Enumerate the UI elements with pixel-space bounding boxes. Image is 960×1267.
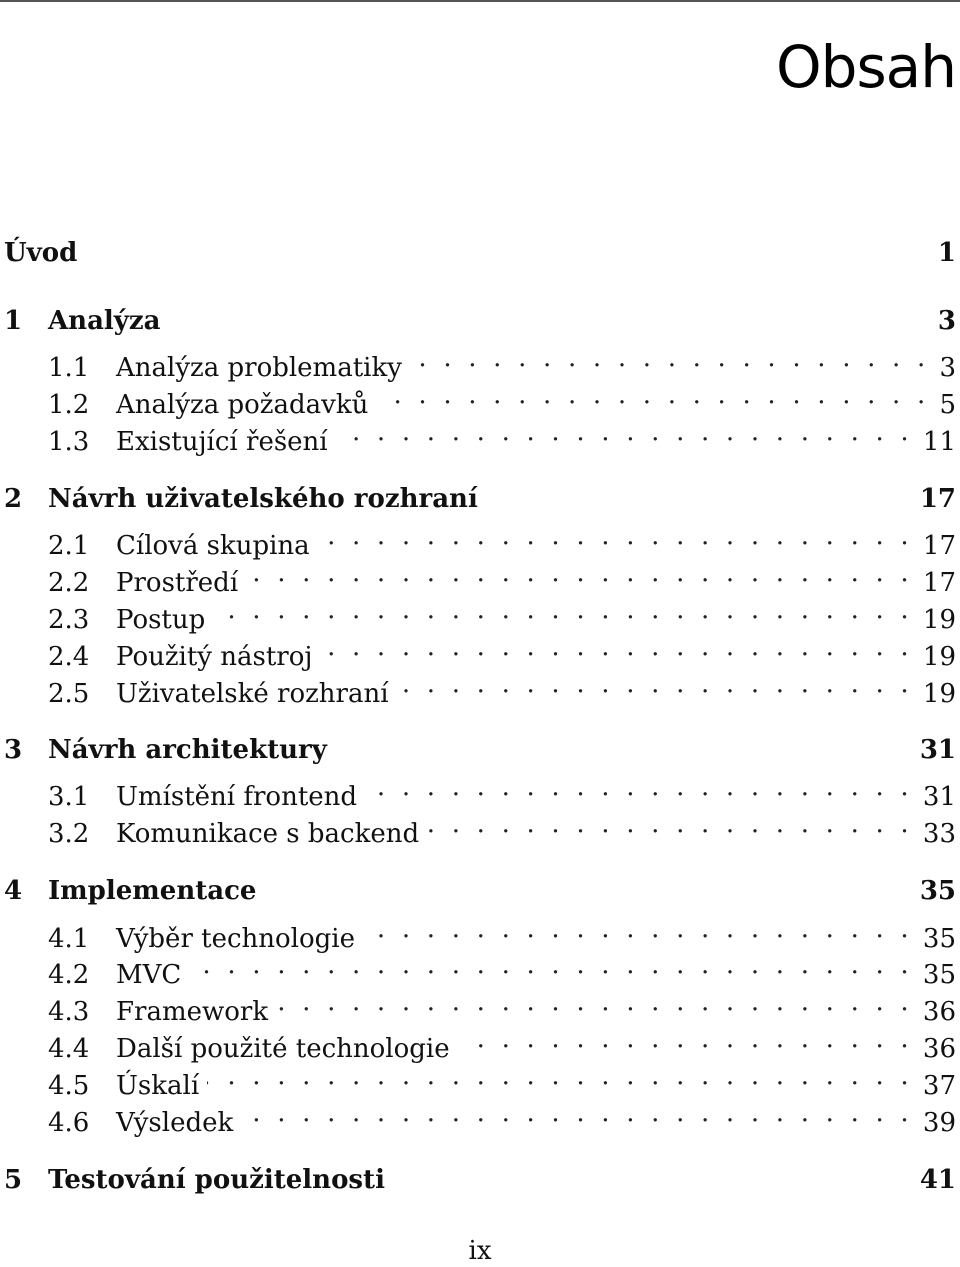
toc-entry-title: MVC xyxy=(116,960,182,990)
dot-leader xyxy=(241,1095,913,1131)
toc-entry-title: Framework xyxy=(116,997,269,1027)
page-title: Obsah xyxy=(776,33,956,101)
toc-page-number: 37 xyxy=(922,1071,956,1101)
toc-section-row[interactable] xyxy=(4,555,956,598)
toc-section-row[interactable] xyxy=(4,592,956,635)
top-rule xyxy=(0,0,960,2)
dot-leader xyxy=(246,555,913,591)
toc-page-number: 31 xyxy=(919,735,956,765)
dot-leader xyxy=(189,947,913,983)
toc-section-row[interactable] xyxy=(4,911,956,954)
toc-entry-number: 1.2 xyxy=(48,390,90,420)
toc-page-number: 35 xyxy=(919,876,956,906)
toc-entry-title: Prostředí xyxy=(116,568,239,598)
toc-entry-number: 2.2 xyxy=(48,568,90,598)
toc-entry-title: Analýza požadavků xyxy=(116,390,369,420)
toc-page-number: 33 xyxy=(922,819,956,849)
toc-entry-number: 4.5 xyxy=(48,1071,90,1101)
toc-entry-title: Testování použitelnosti xyxy=(48,1165,385,1195)
dot-leader xyxy=(410,340,930,376)
toc-entry-number: 2.5 xyxy=(48,679,90,709)
toc-entry-title: Cílová skupina xyxy=(116,531,310,561)
toc-entry-number: 3.1 xyxy=(48,782,90,812)
toc-entry-title: Existující řešení xyxy=(116,427,328,457)
toc-entry-number: 4.4 xyxy=(48,1034,90,1064)
toc-entry-number: 2.4 xyxy=(48,642,90,672)
dot-leader xyxy=(336,414,913,450)
dot-leader xyxy=(427,806,913,842)
toc-page-number: 17 xyxy=(922,531,956,561)
toc-entry-title: Komunikace s backend xyxy=(116,819,420,849)
dot-leader xyxy=(207,1058,913,1094)
toc-page-number: 11 xyxy=(922,427,956,457)
dot-leader xyxy=(363,911,913,947)
toc-entry-title: Úskalí xyxy=(116,1071,200,1101)
toc-entry-number: 1.3 xyxy=(48,427,90,457)
toc-section-row[interactable] xyxy=(4,806,956,849)
toc-chapter-row[interactable] xyxy=(4,303,956,339)
toc-entry-title: Výsledek xyxy=(116,1108,234,1138)
toc-entry-number: 4.3 xyxy=(48,997,90,1027)
dot-leader xyxy=(365,769,913,805)
toc-chapter-row[interactable] xyxy=(4,1162,956,1198)
toc-chapter-row[interactable] xyxy=(4,873,956,909)
toc-page-number: 36 xyxy=(922,1034,956,1064)
toc-entry-number: 4 xyxy=(4,876,23,906)
toc-entry-title: Uživatelské rozhraní xyxy=(116,679,389,709)
toc-page-number: 39 xyxy=(922,1108,956,1138)
toc-entry-number: 2 xyxy=(4,484,23,514)
toc-entry-number: 4.6 xyxy=(48,1108,90,1138)
toc-page-number: 5 xyxy=(939,390,956,420)
dot-leader xyxy=(276,984,913,1020)
toc-section-row[interactable] xyxy=(4,518,956,561)
toc-entry-title: Výběr technologie xyxy=(116,924,355,954)
toc-section-row[interactable] xyxy=(4,1021,956,1064)
toc-entry-title: Analýza xyxy=(48,306,161,336)
toc-section-row[interactable] xyxy=(4,377,956,420)
toc-entry-title: Implementace xyxy=(48,876,257,906)
toc-entry-number: 1 xyxy=(4,306,23,336)
toc-entry-title: Úvod xyxy=(4,238,78,268)
toc-page-number: 17 xyxy=(922,568,956,598)
toc-page-number: 35 xyxy=(922,924,956,954)
toc-entry-number: 2.1 xyxy=(48,531,90,561)
toc-section-row[interactable] xyxy=(4,340,956,383)
dot-leader xyxy=(213,592,913,628)
dot-leader xyxy=(318,518,913,554)
dot-leader xyxy=(376,377,929,413)
toc-chapter-row[interactable] xyxy=(4,481,956,517)
page-number-footer: ix xyxy=(468,1236,492,1266)
toc-entry-title: Umístění frontend xyxy=(116,782,358,812)
toc-section-row[interactable] xyxy=(4,629,956,672)
toc-entry-title: Postup xyxy=(116,605,206,635)
toc-section-row[interactable] xyxy=(4,1058,956,1101)
toc-entry-title: Použitý nástroj xyxy=(116,642,313,672)
toc-entry-number: 1.1 xyxy=(48,353,90,383)
toc-page-number: 36 xyxy=(922,997,956,1027)
toc-section-row[interactable] xyxy=(4,1095,956,1138)
toc-section-row[interactable] xyxy=(4,666,956,709)
toc-page-number: 3 xyxy=(939,353,956,383)
toc-page-number: 19 xyxy=(922,642,956,672)
toc-entry-title: Návrh architektury xyxy=(48,735,327,765)
toc-page-number: 19 xyxy=(922,605,956,635)
toc-section-row[interactable] xyxy=(4,769,956,812)
toc-entry-number: 4.1 xyxy=(48,924,90,954)
toc-entry-number: 2.3 xyxy=(48,605,90,635)
toc-chapter-row[interactable] xyxy=(4,732,956,768)
toc-entry-title: Další použité technologie xyxy=(116,1034,450,1064)
toc-entry-number: 5 xyxy=(4,1165,23,1195)
dot-leader xyxy=(458,1021,913,1057)
toc-page-number: 3 xyxy=(937,306,956,336)
toc-chapter-row[interactable] xyxy=(4,235,956,271)
toc-section-row[interactable] xyxy=(4,947,956,990)
toc-entry-title: Analýza problematiky xyxy=(116,353,402,383)
toc-page-number: 35 xyxy=(922,960,956,990)
dot-leader xyxy=(397,666,913,702)
toc-page-number: 31 xyxy=(922,782,956,812)
toc-page-number: 19 xyxy=(922,679,956,709)
toc-page-number: 1 xyxy=(937,238,956,268)
dot-leader xyxy=(320,629,912,665)
toc-page-number: 17 xyxy=(919,484,956,514)
toc-entry-title: Návrh uživatelského rozhraní xyxy=(48,484,478,514)
toc-section-row[interactable] xyxy=(4,414,956,457)
toc-entry-number: 3.2 xyxy=(48,819,90,849)
toc-page-number: 41 xyxy=(919,1165,956,1195)
toc-entry-number: 4.2 xyxy=(48,960,90,990)
toc-entry-number: 3 xyxy=(4,735,23,765)
toc-section-row[interactable] xyxy=(4,984,956,1027)
